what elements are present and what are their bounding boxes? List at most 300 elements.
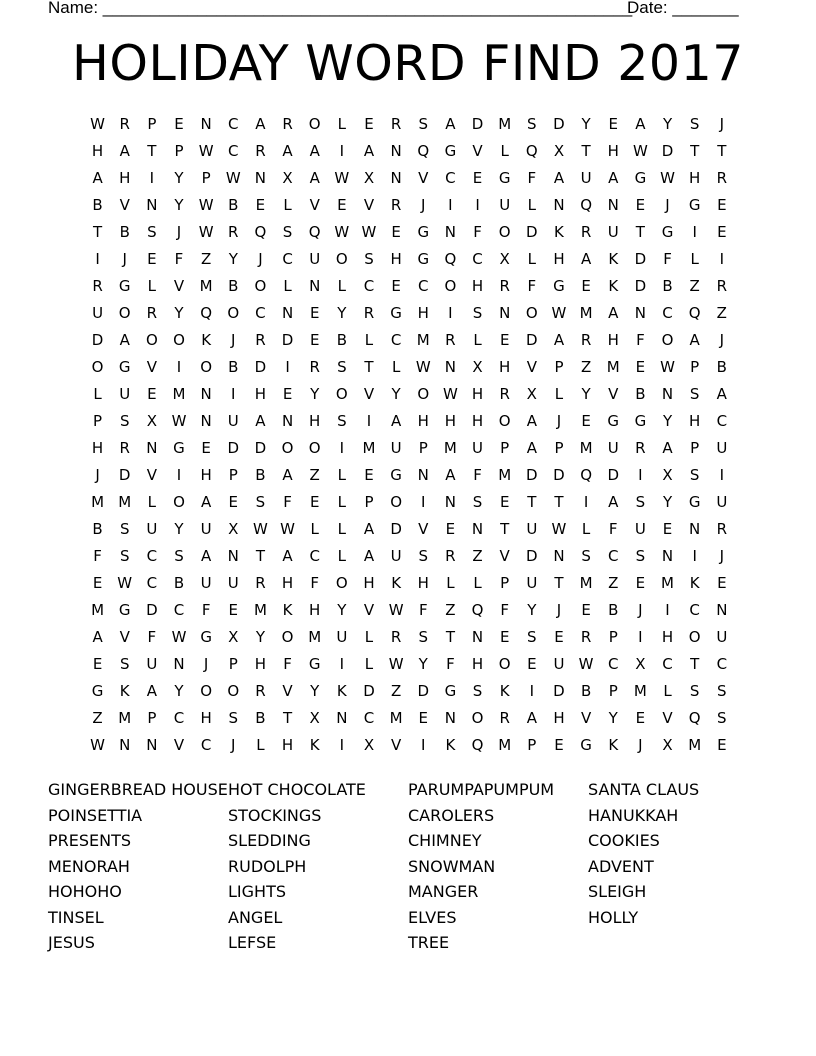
grid-letter: U	[607, 223, 619, 241]
grid-letter: O	[145, 331, 158, 349]
grid-letter: W	[171, 412, 187, 430]
grid-row	[84, 462, 735, 489]
grid-letter: U	[227, 574, 239, 592]
grid-letter: R	[716, 277, 728, 295]
grid-letter: A	[526, 412, 537, 430]
grid-letter: I	[692, 223, 697, 241]
grid-letter: M	[91, 601, 105, 619]
grid-letter: K	[608, 250, 619, 268]
grid-letter: I	[95, 250, 100, 268]
grid-row	[84, 273, 735, 300]
grid-letter: H	[254, 385, 267, 403]
grid-letter: L	[500, 142, 509, 160]
grid-letter: E	[255, 196, 266, 214]
grid-letter: M	[579, 439, 593, 457]
grid-letter: C	[228, 142, 239, 160]
grid-letter: D	[526, 466, 538, 484]
grid-letter: B	[336, 331, 347, 349]
grid-letter: O	[308, 439, 321, 457]
grid-letter: R	[255, 682, 266, 700]
grid-letter: W	[90, 736, 105, 754]
grid-letter: K	[119, 682, 130, 700]
grid-letter: J	[665, 196, 670, 214]
grid-letter: M	[688, 736, 702, 754]
grid-letter: D	[281, 331, 294, 349]
grid-letter: P	[554, 439, 564, 457]
grid-letter: U	[634, 520, 646, 538]
grid-letter: N	[119, 736, 131, 754]
grid-letter: R	[309, 358, 320, 376]
grid-letter: N	[444, 493, 457, 511]
grid-letter: M	[253, 601, 267, 619]
grid-letter: A	[716, 385, 727, 403]
grid-letter: V	[499, 547, 510, 565]
grid-letter: G	[607, 412, 620, 430]
grid-letter: E	[499, 331, 510, 349]
grid-letter: T	[717, 142, 727, 160]
grid-letter: M	[199, 277, 213, 295]
grid-letter: P	[201, 169, 211, 187]
grid-letter: H	[200, 709, 212, 727]
grid-letter: Z	[689, 277, 700, 295]
grid-letter: S	[689, 466, 700, 484]
grid-letter: R	[580, 331, 592, 349]
grid-letter: V	[119, 196, 130, 214]
grid-letter: X	[526, 385, 537, 403]
grid-letter: L	[446, 574, 455, 592]
grid-letter: Z	[445, 601, 456, 619]
word-item: LIGHTS	[228, 882, 286, 901]
grid-letter: N	[200, 115, 212, 133]
word-item: POINSETTIA	[48, 805, 143, 825]
grid-letter: A	[255, 115, 266, 133]
grid-letter: P	[554, 358, 564, 376]
grid-letter: E	[147, 250, 157, 268]
grid-letter: G	[118, 601, 131, 619]
grid-letter: D	[471, 115, 484, 133]
grid-row	[84, 354, 735, 381]
grid-letter: C	[228, 115, 239, 133]
word-item: TREE	[408, 933, 450, 952]
grid-letter: S	[174, 547, 184, 565]
grid-letter: F	[283, 655, 292, 673]
word-item: SLEIGH	[588, 882, 647, 901]
grid-letter: N	[200, 385, 212, 403]
grid-letter: F	[446, 655, 455, 673]
grid-letter: J	[719, 547, 725, 565]
grid-letter: T	[554, 493, 564, 511]
grid-letter: L	[256, 736, 265, 754]
grid-letter: V	[418, 520, 429, 538]
grid-letter: W	[117, 574, 133, 592]
grid-letter: D	[91, 331, 104, 349]
grid-letter: L	[147, 493, 157, 511]
grid-letter: D	[526, 331, 538, 349]
grid-letter: C	[390, 331, 402, 349]
grid-letter: J	[203, 655, 209, 673]
grid-letter: Z	[472, 547, 483, 565]
grid-letter: E	[92, 655, 103, 673]
grid-letter: E	[527, 655, 537, 673]
grid-letter: R	[119, 439, 130, 457]
grid-letter: H	[309, 601, 321, 619]
grid-letter: O	[335, 250, 348, 268]
grid-row	[84, 300, 735, 327]
grid-letter: W	[388, 655, 404, 673]
grid-letter: K	[608, 736, 619, 754]
grid-row	[84, 597, 735, 624]
grid-letter: E	[309, 304, 320, 322]
grid-letter: I	[529, 682, 535, 700]
grid-letter: X	[662, 466, 673, 484]
grid-letter: E	[391, 223, 401, 241]
word-item: JESUS	[48, 933, 95, 952]
grid-letter: E	[228, 493, 239, 511]
grid-letter: S	[635, 547, 646, 565]
grid-letter: Y	[608, 709, 618, 727]
grid-letter: K	[391, 574, 402, 592]
grid-letter: S	[527, 115, 537, 133]
grid-letter: M	[498, 736, 512, 754]
grid-letter: S	[119, 520, 130, 538]
grid-letter: Z	[390, 682, 402, 700]
grid-letter: N	[417, 466, 429, 484]
grid-letter: L	[337, 520, 347, 538]
grid-letter: E	[581, 412, 591, 430]
grid-letter: G	[634, 169, 647, 187]
grid-letter: U	[716, 493, 728, 511]
grid-letter: P	[228, 466, 238, 484]
grid-letter: S	[147, 223, 157, 241]
grid-letter: X	[363, 736, 375, 754]
grid-letter: A	[92, 628, 103, 646]
word-column	[408, 777, 588, 956]
grid-letter: J	[719, 331, 725, 349]
grid-letter: J	[95, 466, 100, 484]
grid-letter: C	[309, 547, 320, 565]
grid-letter: F	[473, 223, 482, 241]
grid-letter: M	[579, 574, 593, 592]
word-item: MENORAH	[48, 856, 130, 876]
grid-letter: C	[608, 655, 619, 673]
grid-letter: F	[527, 277, 537, 295]
word-item: PARUMPAPUMPUM	[408, 780, 555, 799]
grid-letter: D	[553, 682, 565, 700]
grid-letter: Y	[662, 412, 673, 430]
grid-letter: I	[638, 466, 643, 484]
grid-letter: Y	[337, 304, 347, 322]
grid-letter: Q	[308, 223, 321, 241]
grid-letter: S	[337, 358, 347, 376]
grid-letter: K	[309, 736, 320, 754]
grid-letter: P	[527, 736, 537, 754]
grid-letter: F	[608, 520, 618, 538]
grid-row	[84, 516, 735, 543]
grid-letter: H	[417, 304, 429, 322]
word-item: CHIMNEY	[408, 831, 482, 850]
grid-letter: P	[608, 682, 618, 700]
grid-letter: Y	[581, 115, 591, 133]
grid-letter: P	[690, 358, 700, 376]
grid-letter: Z	[92, 709, 103, 727]
grid-letter: C	[689, 601, 700, 619]
grid-letter: L	[337, 493, 347, 511]
grid-letter: E	[309, 493, 320, 511]
grid-letter: H	[689, 169, 701, 187]
word-column	[588, 777, 768, 956]
grid-letter: P	[228, 655, 238, 673]
grid-letter: U	[526, 520, 538, 538]
grid-letter: H	[471, 412, 484, 430]
grid-letter: U	[553, 655, 565, 673]
grid-letter: M	[661, 574, 674, 592]
grid-letter: S	[717, 709, 727, 727]
grid-letter: Y	[174, 520, 184, 538]
grid-letter: H	[444, 412, 457, 430]
grid-letter: H	[281, 736, 294, 754]
grid-letter: N	[471, 628, 484, 646]
grid-letter: I	[285, 358, 290, 376]
word-item: SNOWMAN	[408, 856, 496, 876]
grid-letter: Q	[471, 601, 484, 619]
grid-letter: E	[364, 466, 374, 484]
grid-letter: A	[119, 142, 130, 160]
grid-letter: B	[92, 196, 103, 214]
grid-letter: N	[689, 520, 701, 538]
grid-letter: X	[662, 736, 673, 754]
grid-letter: U	[146, 520, 158, 538]
grid-letter: K	[201, 331, 212, 349]
grid-letter: Q	[580, 466, 592, 484]
grid-letter: Q	[200, 304, 213, 322]
grid-letter: O	[498, 223, 511, 241]
word-item: HANUKKAH	[588, 805, 679, 825]
grid-letter: O	[308, 115, 321, 133]
grid-letter: Y	[174, 169, 184, 187]
grid-letter: J	[638, 601, 643, 619]
grid-letter: T	[147, 142, 157, 160]
grid-letter: L	[364, 655, 374, 673]
grid-letter: E	[635, 709, 646, 727]
grid-letter: C	[445, 169, 456, 187]
grid-letter: T	[554, 574, 564, 592]
grid-letter: T	[364, 358, 374, 376]
grid-letter: N	[444, 223, 457, 241]
grid-letter: X	[499, 250, 510, 268]
grid-letter: O	[444, 277, 457, 295]
grid-letter: H	[200, 466, 212, 484]
grid-letter: A	[662, 439, 673, 457]
grid-letter: X	[472, 358, 483, 376]
grid-letter: O	[118, 304, 131, 322]
grid-letter: K	[499, 682, 510, 700]
grid-letter: E	[717, 196, 727, 214]
grid-letter: B	[228, 196, 239, 214]
grid-letter: N	[444, 358, 457, 376]
grid-letter: A	[255, 412, 266, 430]
grid-letter: O	[281, 439, 294, 457]
grid-letter: A	[119, 331, 130, 349]
grid-row	[84, 327, 735, 354]
grid-letter: E	[364, 115, 374, 133]
grid-letter: R	[499, 277, 510, 295]
grid-letter: D	[118, 466, 131, 484]
grid-row	[84, 705, 735, 732]
grid-letter: D	[227, 439, 240, 457]
grid-letter: C	[608, 547, 619, 565]
grid-letter: X	[635, 655, 646, 673]
grid-letter: Y	[581, 385, 591, 403]
grid-letter: Y	[310, 385, 320, 403]
grid-letter: N	[390, 142, 402, 160]
grid-letter: E	[499, 493, 510, 511]
grid-letter: R	[92, 277, 103, 295]
grid-letter: A	[146, 682, 157, 700]
word-column	[228, 777, 408, 956]
grid-letter: T	[581, 142, 591, 160]
grid-letter: R	[146, 304, 158, 322]
grid-letter: Z	[716, 304, 727, 322]
grid-letter: D	[526, 547, 538, 565]
grid-letter: V	[146, 466, 157, 484]
grid-letter: R	[228, 223, 239, 241]
grid-letter: U	[580, 169, 592, 187]
word-item: GINGERBREAD HOUSE	[48, 780, 228, 799]
grid-letter: W	[280, 520, 295, 538]
grid-letter: W	[198, 223, 214, 241]
grid-letter: U	[336, 628, 348, 646]
grid-row	[84, 246, 735, 273]
grid-letter: D	[634, 250, 647, 268]
grid-letter: S	[472, 682, 483, 700]
grid-letter: S	[119, 655, 130, 673]
grid-letter: X	[282, 169, 293, 187]
grid-letter: K	[608, 277, 619, 295]
grid-letter: W	[660, 169, 675, 187]
grid-letter: N	[254, 169, 267, 187]
grid-letter: O	[335, 574, 348, 592]
grid-letter: D	[661, 142, 674, 160]
grid-letter: Z	[580, 358, 592, 376]
grid-letter: I	[339, 439, 345, 457]
grid-letter: O	[281, 628, 294, 646]
grid-letter: P	[690, 439, 700, 457]
grid-letter: T	[500, 520, 510, 538]
grid-letter: D	[607, 466, 620, 484]
grid-letter: G	[444, 142, 457, 160]
grid-letter: F	[418, 601, 428, 619]
grid-letter: B	[635, 385, 646, 403]
grid-letter: G	[688, 196, 701, 214]
grid-letter: C	[173, 601, 185, 619]
grid-letter: J	[258, 250, 263, 268]
grid-letter: I	[339, 142, 345, 160]
grid-letter: O	[498, 412, 511, 430]
grid-letter: U	[309, 250, 321, 268]
grid-letter: S	[418, 115, 429, 133]
word-column	[48, 777, 228, 956]
grid-letter: A	[608, 304, 619, 322]
grid-letter: V	[173, 277, 185, 295]
grid-letter: R	[580, 223, 592, 241]
word-item: TINSEL	[48, 907, 104, 927]
grid-letter: Y	[527, 601, 537, 619]
grid-letter: N	[281, 412, 294, 430]
grid-letter: N	[716, 601, 728, 619]
grid-letter: V	[146, 358, 157, 376]
grid-letter: R	[255, 331, 266, 349]
grid-letter: E	[717, 736, 727, 754]
grid-letter: T	[635, 223, 645, 241]
grid-letter: A	[445, 115, 456, 133]
grid-letter: D	[146, 601, 158, 619]
grid-row	[84, 111, 735, 138]
grid-letter: B	[255, 466, 266, 484]
grid-letter: H	[91, 439, 104, 457]
grid-letter: K	[445, 736, 456, 754]
grid-letter: E	[201, 439, 211, 457]
grid-letter: Z	[608, 574, 619, 592]
grid-letter: D	[363, 682, 375, 700]
grid-letter: M	[498, 115, 512, 133]
grid-letter: N	[471, 520, 484, 538]
grid-letter: I	[583, 493, 589, 511]
grid-letter: E	[499, 628, 510, 646]
grid-letter: I	[448, 196, 453, 214]
grid-letter: B	[173, 574, 185, 592]
grid-letter: Q	[688, 709, 701, 727]
grid-row	[84, 435, 735, 462]
grid-letter: G	[390, 304, 402, 322]
grid-letter: L	[283, 196, 292, 214]
grid-letter: H	[607, 142, 619, 160]
grid-letter: I	[448, 304, 453, 322]
grid-letter: O	[91, 358, 104, 376]
grid-letter: W	[171, 628, 187, 646]
word-item: SLEDDING	[228, 831, 311, 850]
grid-letter: L	[527, 196, 536, 214]
grid-letter: Y	[418, 655, 428, 673]
grid-letter: G	[91, 682, 104, 700]
grid-letter: C	[716, 412, 728, 430]
grid-letter: S	[635, 493, 646, 511]
grid-letter: R	[445, 331, 456, 349]
grid-letter: W	[361, 223, 377, 241]
grid-letter: I	[421, 736, 426, 754]
grid-letter: L	[337, 547, 347, 565]
grid-letter: G	[173, 439, 185, 457]
grid-letter: W	[198, 142, 214, 160]
grid-letter: U	[92, 304, 104, 322]
grid-letter: V	[363, 385, 375, 403]
grid-letter: N	[146, 439, 158, 457]
grid-letter: W	[632, 142, 648, 160]
grid-letter: O	[525, 304, 538, 322]
grid-letter: S	[119, 547, 130, 565]
grid-letter: N	[499, 304, 511, 322]
grid-letter: G	[498, 169, 511, 187]
grid-letter: T	[445, 628, 455, 646]
grid-letter: C	[146, 574, 158, 592]
grid-letter: N	[553, 196, 565, 214]
grid-letter: O	[471, 709, 484, 727]
grid-letter: E	[391, 277, 401, 295]
grid-letter: O	[661, 331, 674, 349]
grid-letter: A	[282, 547, 293, 565]
grid-letter: V	[526, 358, 537, 376]
grid-letter: P	[174, 142, 184, 160]
grid-letter: C	[418, 277, 429, 295]
